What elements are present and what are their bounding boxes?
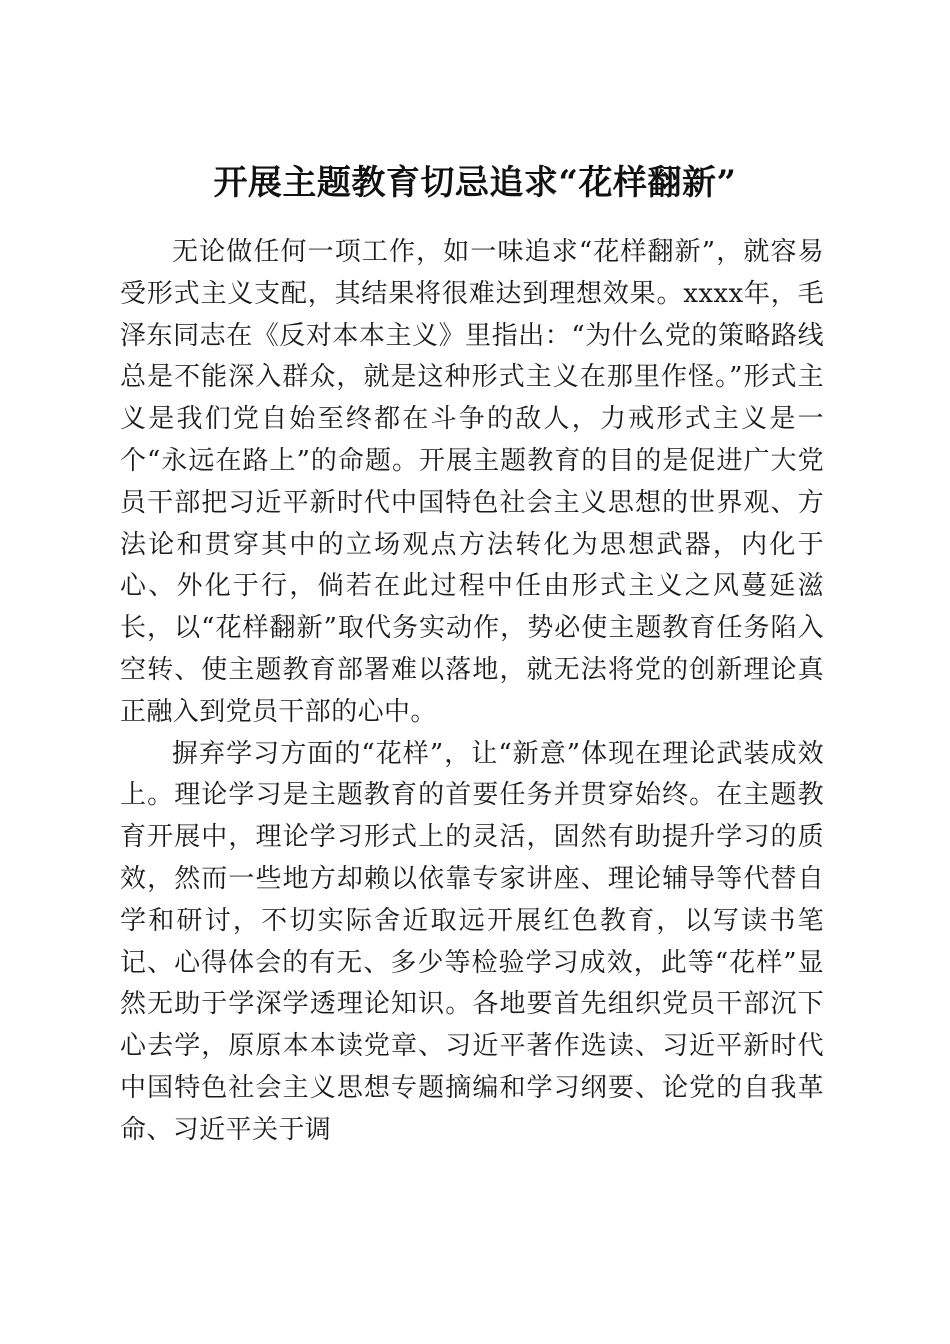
document-body bbox=[120, 232, 824, 1152]
document-title: 开展主题教育切忌追求“花样翻新” bbox=[213, 162, 737, 203]
paragraph-2: 摒弃学习方面的“花样”，让“新意”体现在理论武装成效上。理论学习是主题教育的首要任务并贯穿始终。在主题教育开展中，理论学习形式上的灵活，固然有助提升学习的质效，然而一些地方却赖以依靠专家讲座、理论辅导等代替自学和研讨，不切实际舍近取远开展红色教育，以写读书笔记、心得体会的有无、多少等检验学习成效，此等“花样”显然无助于学深学透理论知识。各地要首先组织党员干部沉下心去学，原原本本读党章、习近平著作选读、习近平新时代中国特色社会主义思想专题摘编和学习纲要、论党的自我革命、习近平关于调 bbox=[120, 738, 824, 1145]
paragraph-1: 无论做任何一项工作，如一味追求“花样翻新”，就容易受形式主义支配，其结果将很难达到理想效果。xxxx年，毛泽东同志在《反对本本主义》里指出：“为什么党的策略路线总是不能深入群众，就是这种形式主义在那里作怪。”形式主义是我们党自始至终都在斗争的敌人，力戒形式主义是一个“永远在路上”的命题。开展主题教育的目的是促进广大党员干部把习近平新时代中国特色社会主义思想的世界观、方法论和贯穿其中的立场观点方法转化为思想武器，内化于心、外化于行，倘若在此过程中任由形式主义之风蔓延滋长，以“花样翻新”取代务实动作，势必使主题教育任务陷入空转、使主题教育部署难以落地，就无法将党的创新理论真正融入到党员干部的心中。 bbox=[120, 237, 824, 727]
